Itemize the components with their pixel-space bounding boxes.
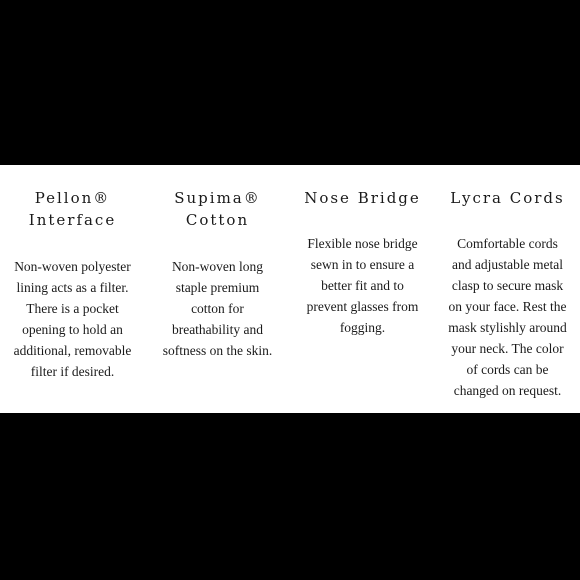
features-panel (0, 165, 580, 413)
feature-title: Nose Bridge (304, 189, 421, 207)
feature-description: Non-woven long staple premium cotton for breathability and softness on the skin. (162, 259, 273, 358)
feature-lycra-cords (435, 165, 580, 413)
feature-title: Pellon® Interface (28, 189, 117, 229)
feature-title: Lycra Cords (450, 189, 565, 207)
feature-description: Comfortable cords and adjustable metal clasp to secure mask on your face. Rest the mask stylishly around your neck. The color of cords can be changed on request. (448, 236, 567, 398)
feature-nose-bridge (290, 165, 435, 413)
feature-description: Flexible nose bridge sewn in to ensure a better fit and to prevent glasses from fogging. (306, 236, 419, 335)
feature-supima-cotton (145, 165, 290, 413)
feature-description: Non-woven polyester lining acts as a filter. There is a pocket opening to hold an additional, removable filter if desired. (13, 259, 132, 379)
feature-pellon-interface (0, 165, 145, 413)
feature-title: Supima® Cotton (174, 189, 261, 229)
